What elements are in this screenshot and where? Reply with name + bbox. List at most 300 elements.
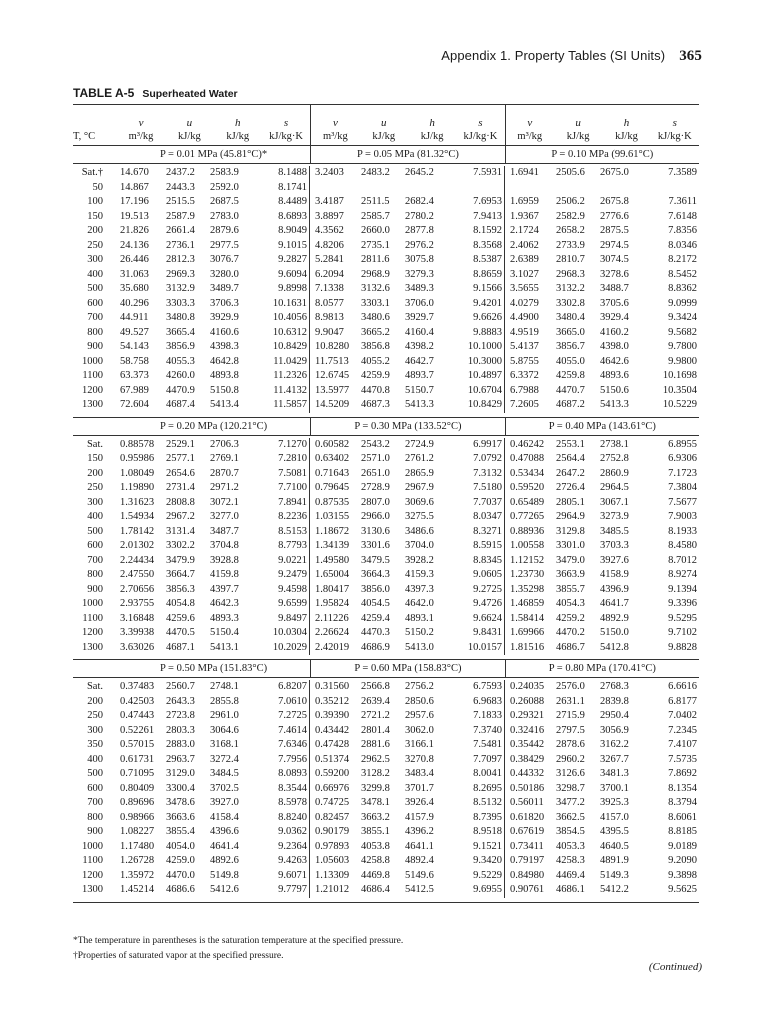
property-symbol: v — [138, 117, 144, 129]
cell-s: 9.1394 — [668, 583, 697, 595]
cell-u: 4259.4 — [361, 612, 390, 624]
cell-s: 6.8177 — [668, 695, 697, 707]
cell-u: 2560.7 — [166, 681, 195, 692]
value-group — [115, 398, 309, 413]
cell-h: 3485.5 — [600, 525, 629, 537]
cell-v: 63.373 — [120, 370, 149, 381]
value-group — [115, 583, 309, 598]
table-row — [73, 612, 699, 627]
value-group — [504, 854, 699, 869]
cell-v: 1.05603 — [315, 855, 350, 866]
value-group — [504, 326, 699, 341]
cell-h: 2675.8 — [600, 196, 629, 207]
cell-h: 5150.4 — [210, 627, 239, 638]
cell-s: 7.1723 — [668, 467, 697, 479]
value-group — [115, 680, 309, 695]
property-unit: m³/kg — [323, 131, 348, 142]
value-group — [504, 753, 699, 768]
cell-v: 0.52261 — [120, 724, 155, 736]
cell-s: 7.6148 — [668, 210, 697, 222]
cell-h: 2974.5 — [600, 239, 629, 251]
cell-h: 3067.1 — [600, 496, 629, 508]
cell-s: 10.4897 — [467, 370, 502, 381]
value-group — [504, 181, 699, 196]
value-group — [115, 753, 309, 768]
temperature-cell: 400 — [87, 753, 103, 765]
property-header — [408, 105, 456, 145]
cell-s: 9.7800 — [668, 341, 697, 352]
temperature-cell: 600 — [87, 540, 103, 551]
value-group — [115, 369, 309, 384]
cell-h: 3489.7 — [210, 283, 239, 294]
cell-s: 7.5735 — [668, 753, 697, 765]
cell-s: 10.0157 — [467, 641, 502, 653]
cell-u: 3303.1 — [361, 297, 390, 309]
cell-v: 26.446 — [120, 254, 149, 265]
value-group — [504, 311, 699, 326]
cell-v: 4.3562 — [315, 225, 344, 236]
cell-s — [454, 181, 504, 196]
temperature-cell: 300 — [87, 724, 103, 736]
table-row — [73, 883, 699, 898]
cell-u: 3480.8 — [166, 312, 195, 323]
cell-s: 9.8497 — [278, 612, 307, 624]
cell-s: 8.7793 — [278, 540, 307, 551]
cell-h: 4893.3 — [210, 612, 239, 624]
table-row — [73, 782, 699, 797]
cell-s: 9.0999 — [668, 297, 697, 309]
value-group — [115, 825, 309, 840]
cell-u: 4687.3 — [361, 399, 390, 410]
cell-u: 4686.9 — [361, 641, 390, 653]
temperature-cell: 1100 — [82, 855, 103, 866]
cell-h: 2738.1 — [600, 438, 629, 450]
value-group — [504, 626, 699, 641]
value-group — [504, 724, 699, 739]
cell-u: 4053.8 — [361, 840, 390, 852]
cell-v: 3.2403 — [315, 167, 344, 178]
table-row — [73, 496, 699, 511]
property-header — [602, 105, 650, 145]
cell-s: 7.0402 — [668, 710, 697, 721]
table-row — [73, 695, 699, 710]
property-header — [456, 105, 504, 145]
table-row — [73, 181, 699, 196]
value-group — [115, 481, 309, 496]
property-symbol: h — [234, 117, 241, 129]
cell-u: 4258.8 — [361, 855, 390, 866]
cell-u: 4054.0 — [166, 840, 195, 852]
temperature-cell: 500 — [87, 525, 103, 537]
cell-s: 9.6599 — [278, 598, 307, 609]
cell-h: 2687.5 — [210, 196, 239, 207]
value-group — [504, 340, 699, 355]
cell-u: 4470.2 — [556, 627, 585, 638]
table-row — [73, 355, 699, 370]
pressure-header-row — [73, 660, 699, 678]
property-unit: kJ/kg — [615, 131, 638, 142]
value-group — [309, 496, 504, 511]
cell-h: 5149.6 — [405, 869, 434, 881]
cell-h: 5150.2 — [405, 627, 434, 638]
cell-h: 3704.8 — [210, 540, 239, 551]
value-group — [504, 782, 699, 797]
cell-u: 2571.0 — [361, 453, 390, 464]
temperature-cell: 1000 — [82, 840, 103, 852]
pressure-label: P = 0.20 MPa (120.21°C) — [159, 420, 268, 432]
temperature-cell: 700 — [87, 312, 103, 323]
value-group — [504, 210, 699, 225]
cell-h: 2761.2 — [405, 453, 434, 464]
value-group — [504, 438, 699, 453]
cell-s: 8.1592 — [473, 225, 502, 236]
property-header-group — [310, 105, 504, 145]
value-group — [504, 224, 699, 239]
cell-v: 14.867 — [120, 181, 149, 193]
cell-u: 3856.9 — [166, 341, 195, 352]
cell-v: 0.42503 — [120, 695, 155, 707]
cell-h: 2855.8 — [210, 695, 239, 707]
property-symbol: u — [575, 117, 581, 129]
cell-s: 9.2479 — [278, 569, 307, 580]
value-group — [115, 695, 309, 710]
value-group — [115, 384, 309, 399]
cell-h: 5413.3 — [405, 399, 434, 410]
value-group — [115, 854, 309, 869]
cell-h: 4893.1 — [405, 612, 434, 624]
cell-s: 7.2810 — [278, 453, 307, 464]
cell-v: 1.6959 — [510, 196, 539, 207]
temperature-cell: Sat. — [86, 438, 103, 450]
property-unit: kJ/kg·K — [463, 131, 498, 142]
value-group — [115, 767, 309, 782]
value-group — [115, 210, 309, 225]
cell-h: 4892.4 — [405, 855, 434, 866]
cell-v: 1.35972 — [120, 869, 155, 881]
cell-h: 3279.3 — [405, 268, 434, 280]
cell-s: 6.8955 — [668, 438, 697, 450]
cell-u: 2808.8 — [166, 496, 195, 508]
cell-s: 8.0041 — [473, 768, 502, 779]
cell-s: 7.1270 — [278, 438, 307, 450]
cell-v: 1.45214 — [120, 884, 155, 895]
running-head-text: Appendix 1. Property Tables (SI Units) — [441, 48, 666, 63]
table-row — [73, 326, 699, 341]
value-group — [309, 340, 504, 355]
cell-h: 2865.9 — [405, 467, 434, 479]
cell-v: 7.1338 — [315, 283, 344, 294]
cell-s: 9.8431 — [473, 627, 502, 638]
table-name: Superheated Water — [142, 88, 238, 100]
cell-u: 3663.2 — [361, 811, 390, 823]
cell-h: 4159.3 — [405, 569, 434, 580]
pressure-header-row — [73, 418, 699, 436]
value-group — [504, 883, 699, 898]
value-group — [309, 326, 504, 341]
cell-s: 9.7102 — [668, 627, 697, 638]
cell-h: 5413.3 — [600, 399, 629, 410]
table-row — [73, 253, 699, 268]
table-number: TABLE A-5 — [73, 86, 135, 100]
cell-h: 3925.3 — [600, 797, 629, 808]
value-group — [309, 311, 504, 326]
value-group — [504, 840, 699, 855]
cell-s: 10.1631 — [272, 297, 307, 309]
cell-v: 0.47428 — [315, 739, 350, 750]
cell-v: 8.9813 — [315, 312, 344, 323]
property-symbol: u — [186, 117, 193, 129]
temperature-cell: 400 — [87, 268, 103, 280]
cell-h: 3064.6 — [210, 724, 239, 736]
cell-s: 9.7797 — [278, 884, 307, 895]
cell-v: 0.32416 — [510, 724, 545, 736]
value-group — [115, 181, 309, 196]
cell-h: 4642.3 — [210, 598, 239, 609]
cell-u: 2661.4 — [166, 225, 195, 236]
cell-s: 8.6061 — [668, 811, 697, 823]
cell-h: 3069.6 — [405, 496, 434, 508]
cell-u: 2723.8 — [166, 710, 195, 721]
cell-v: 13.5977 — [315, 384, 350, 396]
cell-v: 0.95986 — [120, 453, 155, 464]
temperature-cell: 1200 — [82, 384, 103, 396]
cell-v: 1.12152 — [510, 554, 545, 566]
temperature-cell: 700 — [87, 554, 103, 566]
cell-v: 2.47550 — [120, 569, 155, 580]
cell-h — [600, 181, 649, 196]
cell-u: 3480.4 — [556, 312, 585, 323]
cell-s: 9.8828 — [668, 641, 697, 653]
cell-v: 0.87535 — [315, 496, 350, 508]
cell-v: 0.74725 — [315, 797, 350, 808]
cell-s: 8.5452 — [668, 268, 697, 280]
cell-s: 11.0429 — [273, 355, 307, 367]
cell-s: 8.3568 — [473, 239, 502, 251]
table-row — [73, 709, 699, 724]
cell-h: 2748.1 — [210, 681, 239, 692]
cell-h: 2877.8 — [405, 225, 434, 236]
cell-v: 3.39938 — [120, 627, 155, 638]
cell-h: 2957.6 — [405, 710, 434, 721]
cell-h: 3929.9 — [210, 312, 239, 323]
cell-u: 3132.9 — [166, 283, 195, 294]
cell-s: 8.2695 — [473, 782, 502, 794]
cell-s: 7.0792 — [473, 453, 502, 464]
cell-u: 3300.4 — [166, 782, 195, 794]
value-group — [504, 695, 699, 710]
cell-v: 11.7513 — [315, 355, 349, 367]
cell-v: 1.34139 — [315, 540, 350, 551]
cell-s: 9.3424 — [668, 312, 697, 323]
value-group — [115, 326, 309, 341]
value-group — [115, 811, 309, 826]
property-header — [360, 105, 408, 145]
cell-u: 2651.0 — [361, 467, 390, 479]
cell-h: 2645.2 — [405, 167, 434, 178]
value-group — [115, 539, 309, 554]
cell-h: 3062.0 — [405, 724, 434, 736]
value-group — [504, 583, 699, 598]
cell-v: 2.26624 — [315, 627, 350, 638]
value-group — [504, 282, 699, 297]
cell-v: 0.71643 — [315, 467, 350, 479]
temperature-cell: 700 — [87, 797, 103, 808]
temperature-cell: 600 — [87, 297, 103, 309]
value-group — [309, 840, 504, 855]
temperature-cell: 300 — [87, 496, 103, 508]
cell-s: 7.7037 — [473, 496, 502, 508]
cell-v: 58.758 — [120, 355, 149, 367]
property-symbol: v — [527, 117, 533, 129]
cell-s: 7.5677 — [668, 496, 697, 508]
cell-u: 2564.4 — [556, 453, 585, 464]
cell-v: 0.31560 — [315, 681, 350, 692]
value-group — [115, 496, 309, 511]
cell-s: 9.9800 — [668, 355, 697, 367]
cell-h: 4641.4 — [210, 840, 239, 852]
table-row — [73, 626, 699, 641]
cell-v: 8.0577 — [315, 297, 344, 309]
pressure-label: P = 0.05 MPa (81.32°C) — [310, 146, 504, 163]
cell-v: 0.89696 — [120, 797, 155, 808]
cell-v: 1.35298 — [510, 583, 545, 595]
cell-h: 3488.7 — [600, 283, 629, 294]
cell-v: 1.9367 — [510, 210, 539, 222]
cell-h: 3486.6 — [405, 525, 434, 537]
cell-v: 1.23730 — [510, 569, 545, 580]
cell-s: 7.3589 — [668, 167, 697, 178]
cell-u: 3131.4 — [166, 525, 195, 537]
cell-v: 1.78142 — [120, 525, 155, 537]
cell-v: 6.2094 — [315, 268, 344, 280]
property-header — [554, 105, 602, 145]
value-group — [309, 854, 504, 869]
cell-s: 9.0221 — [278, 554, 307, 566]
cell-h: 3074.5 — [600, 254, 629, 265]
cell-v: 0.97893 — [315, 840, 350, 852]
value-group — [115, 438, 309, 453]
value-group — [309, 782, 504, 797]
cell-h: 3267.7 — [600, 753, 629, 765]
page-number: 365 — [679, 48, 702, 64]
cell-s: 9.6955 — [473, 884, 502, 895]
cell-h: 4396.2 — [405, 826, 434, 837]
cell-s: 11.5857 — [273, 399, 307, 410]
cell-s: 9.1521 — [473, 840, 502, 852]
table-row — [73, 166, 699, 181]
cell-s: 8.7395 — [473, 811, 502, 823]
cell-v: 54.143 — [120, 341, 149, 352]
cell-v: 0.50186 — [510, 782, 545, 794]
cell-v: 1.18672 — [315, 525, 350, 537]
property-header — [311, 105, 359, 145]
temperature-cell: 250 — [87, 710, 103, 721]
cell-v: 1.65004 — [315, 569, 350, 580]
cell-h: 3484.5 — [210, 768, 239, 779]
cell-s: 7.3611 — [668, 196, 697, 207]
value-group — [504, 554, 699, 569]
value-group — [504, 166, 699, 181]
cell-s: 9.0605 — [473, 569, 502, 580]
cell-s: 9.6624 — [473, 612, 502, 624]
value-group — [309, 883, 504, 898]
cell-s: 7.3132 — [473, 467, 502, 479]
cell-h: 2964.5 — [600, 482, 629, 493]
value-group — [115, 239, 309, 254]
cell-h: 3275.5 — [405, 511, 434, 522]
cell-h: 4642.7 — [405, 355, 434, 367]
cell-h: 4642.0 — [405, 598, 434, 609]
value-group — [504, 709, 699, 724]
cell-v: 6.3372 — [510, 370, 539, 381]
cell-v: 49.527 — [120, 326, 149, 338]
cell-h: 4641.7 — [600, 598, 629, 609]
cell-h: 3056.9 — [600, 724, 629, 736]
cell-u: 3665.2 — [361, 326, 390, 338]
table-row — [73, 738, 699, 753]
cell-s: 7.1833 — [473, 710, 502, 721]
cell-u: 2731.4 — [166, 482, 195, 493]
cell-h: 3927.6 — [600, 554, 629, 566]
cell-u: 4260.0 — [166, 370, 195, 381]
cell-h: 5150.7 — [405, 384, 434, 396]
cell-s — [649, 181, 699, 196]
cell-u: 3132.6 — [361, 283, 390, 294]
cell-u: 2807.0 — [361, 496, 390, 508]
cell-v: 14.670 — [120, 167, 149, 178]
cell-s: 7.2725 — [278, 710, 307, 721]
value-group — [504, 767, 699, 782]
cell-s: 9.1015 — [278, 239, 307, 251]
cell-u: 2639.4 — [361, 695, 390, 707]
cell-s: 7.4107 — [668, 739, 697, 750]
temperature-cell: 500 — [87, 283, 103, 294]
cell-h: 3481.3 — [600, 768, 629, 779]
cell-s: 10.1698 — [662, 370, 697, 381]
cell-s: 9.4598 — [278, 583, 307, 595]
cell-h: 2879.6 — [210, 225, 239, 236]
cell-v: 1.08049 — [120, 467, 155, 479]
temperature-cell: 150 — [87, 210, 103, 222]
table-header — [73, 105, 699, 146]
cell-v: 67.989 — [120, 384, 149, 396]
cell-s: 8.8362 — [668, 283, 697, 294]
cell-h: 2850.6 — [405, 695, 434, 707]
table-row — [73, 195, 699, 210]
property-symbol: s — [478, 117, 483, 129]
temperature-cell: 600 — [87, 782, 103, 794]
cell-s: 6.9306 — [668, 453, 697, 464]
cell-s: 9.6094 — [278, 268, 307, 280]
value-group — [309, 811, 504, 826]
cell-v: 0.47088 — [510, 453, 545, 464]
cell-v: 0.79197 — [510, 855, 545, 866]
cell-v: 0.53434 — [510, 467, 545, 479]
temperature-cell: 100 — [87, 196, 103, 207]
temperature-cell: 500 — [87, 768, 103, 779]
value-group — [504, 525, 699, 540]
cell-s: 8.7012 — [668, 554, 697, 566]
cell-v: 0.73411 — [510, 840, 544, 852]
cell-v: 3.8897 — [315, 210, 344, 222]
table-row — [73, 481, 699, 496]
value-group — [115, 195, 309, 210]
cell-v: 4.9519 — [510, 326, 539, 338]
cell-h: 2950.4 — [600, 710, 629, 721]
value-group — [309, 539, 504, 554]
cell-h: 2961.0 — [210, 710, 239, 721]
cell-u: 3126.6 — [556, 768, 585, 779]
